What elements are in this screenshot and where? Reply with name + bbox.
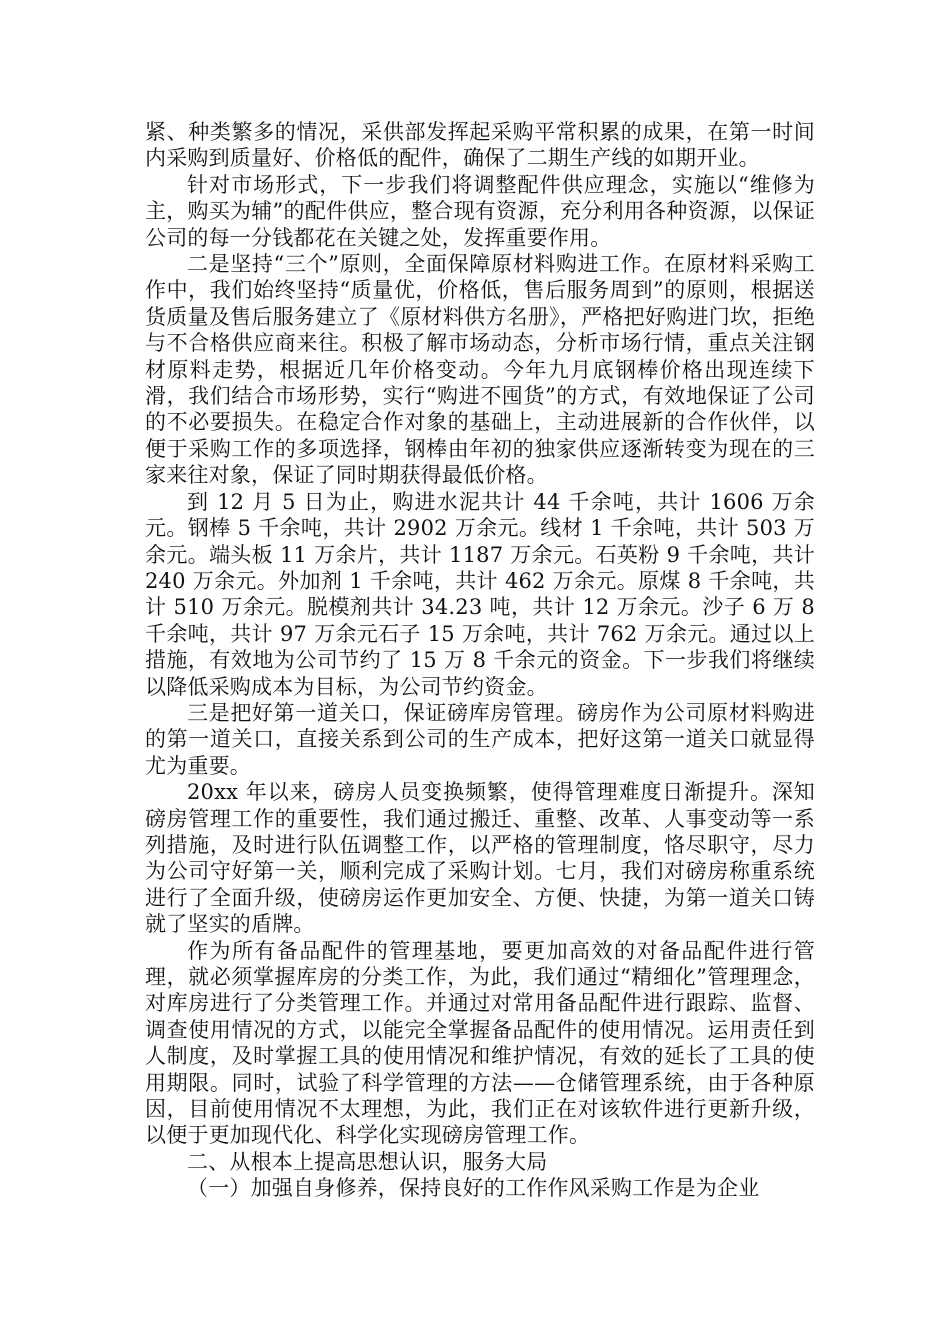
paragraph: 到 12 月 5 日为止，购进水泥共计 44 千余吨，共计 1606 万余元。钢棒 5 千余吨，共计 2902 万余元。线材 1 千余吨，共计 503 万余元。端头板 11 万余片，共计 1187 万余元。石英粉 9 千余吨，共计 240 万余元。外加剂 1 千余吨，共计 462 万余元。原煤 8 千余吨，共计 510 万余元。脱模剂共计 34.23 吨，共计 12 万余元。沙子 6 万 8 千余吨，共计 97 万余元石子 15 万余吨，共计 762 万余元。通过以上措施，有效地为公司节约了 15 万 8 千余元的资金。下一步我们将继续以降低采购成本为目标，为公司节约资金。 <box>145 489 815 699</box>
document-body <box>145 119 815 1202</box>
paragraph: 二是坚持“三个”原则，全面保障原材料购进工作。在原材料采购工作中，我们始终坚持“质量优，价格低，售后服务周到”的原则，根据送货质量及售后服务建立了《原材料供方名册》，严格把好购进门坎，拒绝与不合格供应商来往。积极了解市场动态，分析市场行情，重点关注钢材原料走势，根据近几年价格变动。今年九月底钢棒价格出现连续下滑，我们结合市场形势，实行“购进不囤货”的方式，有效地保证了公司的不必要损失。在稳定合作对象的基础上，主动进展新的合作伙伴，以便于采购工作的多项选择，钢棒由年初的独家供应逐渐转变为现在的三家来往对象，保证了同时期获得最低价格。 <box>145 252 815 488</box>
paragraph: 作为所有备品配件的管理基地，要更加高效的对备品配件进行管理，就必须掌握库房的分类工作，为此，我们通过“精细化”管理理念，对库房进行了分类管理工作。并通过对常用备品配件进行跟踪、监督、调查使用情况的方式，以能完全掌握备品配件的使用情况。运用责任到人制度，及时掌握工具的使用情况和维护情况，有效的延长了工具的使用期限。同时，试验了科学管理的方法——仓储管理系统，由于各种原因，目前使用情况不太理想，为此，我们正在对该软件进行更新升级，以便于更加现代化、科学化实现磅房管理工作。 <box>145 938 815 1148</box>
paragraph: 三是把好第一道关口，保证磅库房管理。磅房作为公司原材料购进的第一道关口，直接关系到公司的生产成本，把好这第一道关口就显得尤为重要。 <box>145 700 815 778</box>
section-heading: 二、从根本上提高思想认识，服务大局 <box>187 1149 548 1174</box>
paragraph: 20xx 年以来，磅房人员变换频繁，使得管理难度日渐提升。深知磅房管理工作的重要性，我们通过搬迁、重整、改革、人事变动等一系列措施，及时进行队伍调整工作，以严格的管理制度，恪尽职守，尽力为公司守好第一关，顺利完成了采购计划。七月，我们对磅房称重系统进行了全面升级，使磅房运作更加安全、方便、快捷，为第一道关口铸就了坚实的盾牌。 <box>145 780 815 937</box>
paragraph: （一）加强自身修养，保持良好的工作作风采购工作是为企业 <box>187 1176 760 1201</box>
paragraph: 紧、种类繁多的情况，采供部发挥起采购平常积累的成果，在第一时间内采购到质量好、价格低的配件，确保了二期生产线的如期开业。 <box>145 120 815 171</box>
paragraph: 针对市场形式，下一步我们将调整配件供应理念，实施以“维修为主，购买为辅”的配件供应，整合现有资源，充分利用各种资源，以保证公司的每一分钱都花在关键之处，发挥重要作用。 <box>145 172 815 250</box>
